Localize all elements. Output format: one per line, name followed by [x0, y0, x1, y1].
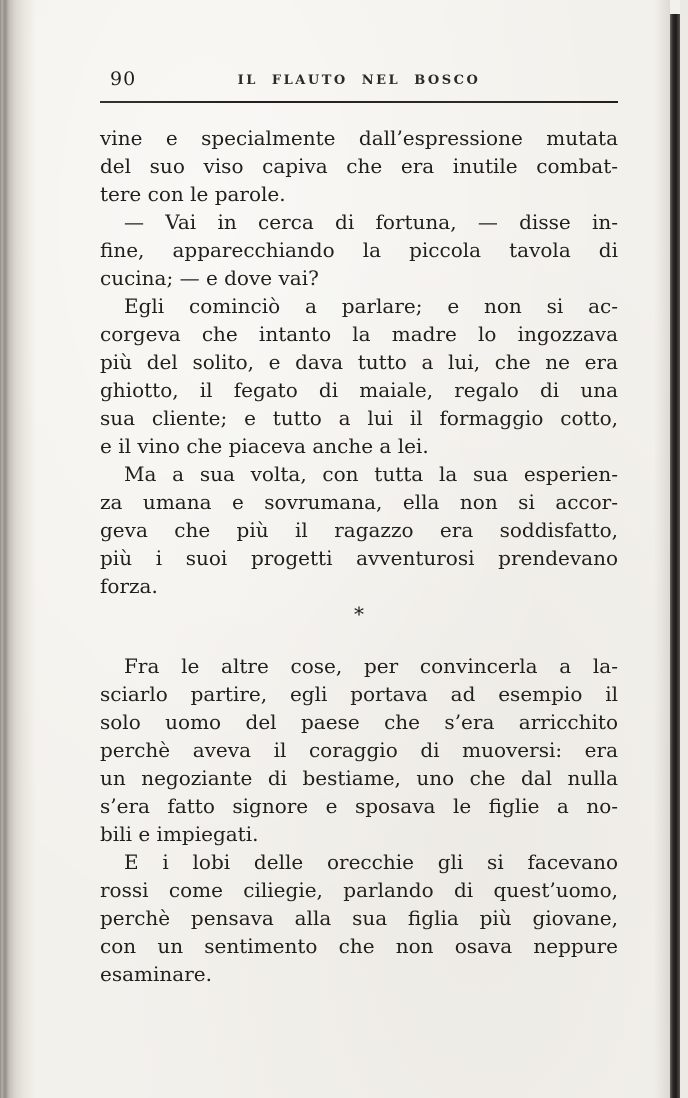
text-line: perchè aveva il coraggio di muoversi: era: [100, 738, 618, 762]
text-line: tere con le parole.: [100, 182, 286, 206]
paragraph: [100, 208, 618, 292]
text-line: Fra le altre cose, per convincerla a la-: [124, 654, 618, 678]
page-edge-margin: [680, 0, 688, 1098]
section-separator: *: [354, 602, 364, 626]
text-line: za umana e sovrumana, ella non si accor-: [100, 490, 618, 514]
text-line: Ma a sua volta, con tutta la sua esperien-: [124, 462, 618, 486]
text-line: — Vai in cerca di fortuna, — disse in-: [124, 210, 618, 234]
page-content: [100, 68, 618, 988]
text-line: più del solito, e dava tutto a lui, che ne era: [100, 350, 618, 374]
text-line: più i suoi progetti avventurosi prendevano: [100, 546, 618, 570]
running-title: IL FLAUTO NEL BOSCO: [237, 73, 481, 88]
text-line: un negoziante di bestiame, uno che dal nulla: [100, 766, 618, 790]
paragraph: [100, 652, 618, 848]
page-edge-gradient: [654, 0, 670, 1098]
text-line: bili e impiegati.: [100, 822, 259, 846]
text-line: rossi come ciliegie, parlando di quest’uomo,: [100, 878, 618, 902]
text-line: E i lobi delle orecchie gli si facevano: [124, 850, 618, 874]
page-number: 90: [110, 68, 137, 90]
book-gutter-shadow: [0, 0, 36, 1098]
text-line: del suo viso capiva che era inutile combat-: [100, 154, 618, 178]
paragraph: [100, 460, 618, 600]
text-line: fine, apparecchiando la piccola tavola di: [100, 238, 618, 262]
text-line: ghiotto, il fegato di maiale, regalo di una: [100, 378, 618, 402]
text-line: esaminare.: [100, 962, 212, 986]
paragraph: [100, 848, 618, 988]
body-text: [100, 124, 618, 988]
header-rule: [100, 101, 618, 103]
text-line: sua cliente; e tutto a lui il formaggio cotto,: [100, 406, 618, 430]
text-line: geva che più il ragazzo era soddisfatto,: [100, 518, 618, 542]
text-line: e il vino che piaceva anche a lei.: [100, 434, 429, 458]
page-header: [100, 68, 618, 94]
text-line: perchè pensava alla sua figlia più giovane,: [100, 906, 618, 930]
text-line: vine e specialmente dall’espressione mutata: [100, 126, 618, 150]
text-line: sciarlo partire, egli portava ad esempio il: [100, 682, 618, 706]
text-line: s’era fatto signore e sposava le figlie a no-: [100, 794, 618, 818]
text-line: corgeva che intanto la madre lo ingozzava: [100, 322, 618, 346]
paragraph: [100, 292, 618, 460]
page-edge-line: [670, 14, 680, 1098]
text-line: con un sentimento che non osava neppure: [100, 934, 618, 958]
text-line: forza.: [100, 574, 158, 598]
paragraph: [100, 124, 618, 208]
text-line: solo uomo del paese che s’era arricchito: [100, 710, 618, 734]
text-line: Egli cominciò a parlare; e non si ac-: [124, 294, 618, 318]
text-line: cucina; — e dove vai?: [100, 266, 319, 290]
